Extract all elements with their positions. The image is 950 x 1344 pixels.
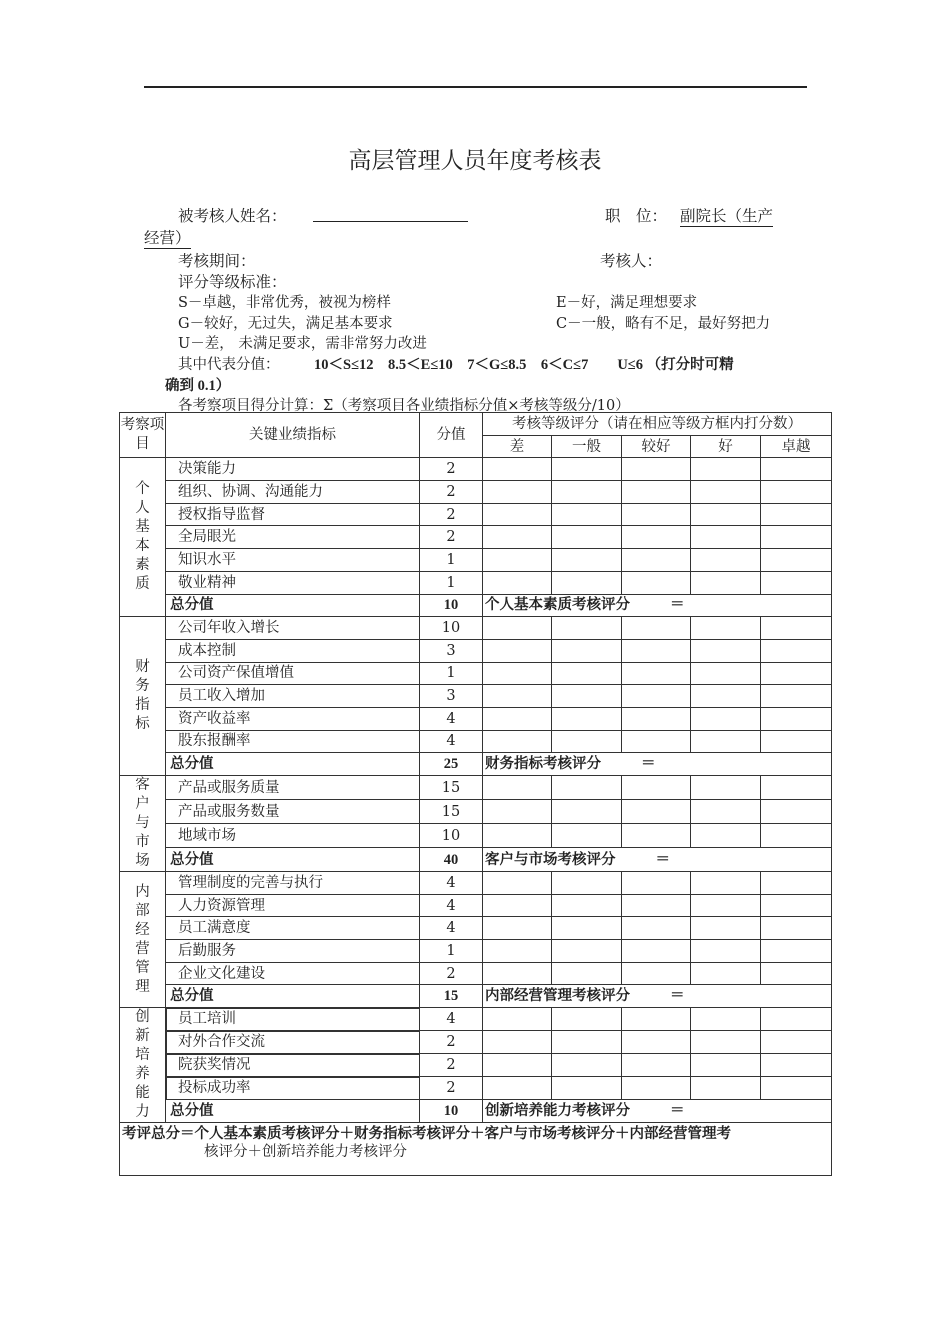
kpi-cell: 成本控制 bbox=[166, 639, 420, 662]
rating-input-cell[interactable] bbox=[483, 662, 552, 685]
rating-input-cell[interactable] bbox=[691, 730, 761, 753]
rating-input-cell[interactable] bbox=[552, 894, 622, 917]
grade-c: C－一般，略有不足，最好努把力 bbox=[556, 316, 771, 332]
kpi-cell: 地域市场 bbox=[166, 824, 420, 848]
rating-input-cell[interactable] bbox=[483, 730, 552, 753]
rating-input-cell[interactable] bbox=[691, 824, 761, 848]
level-very-good: 好 bbox=[691, 435, 761, 458]
rating-input-cell[interactable] bbox=[622, 730, 691, 753]
final-total[interactable] bbox=[120, 1123, 832, 1176]
grade-u: U－差， 未满足要求，需非常努力改进 bbox=[178, 336, 427, 352]
table-row bbox=[120, 894, 832, 917]
rating-input-cell[interactable] bbox=[622, 1077, 691, 1100]
rating-input-cell[interactable] bbox=[552, 707, 622, 730]
total-value: 10 bbox=[420, 1100, 483, 1123]
rating-input-cell[interactable] bbox=[552, 503, 622, 526]
grade-g: G－较好，无过失，满足基本要求 bbox=[178, 316, 393, 332]
section-result-label: 内部经营管理考核评分 bbox=[485, 988, 630, 1005]
equals-sign: ＝ bbox=[655, 851, 670, 868]
rating-input-cell[interactable] bbox=[622, 872, 691, 895]
rating-input-cell[interactable] bbox=[483, 894, 552, 917]
rating-input-cell[interactable] bbox=[691, 639, 761, 662]
score-values-ranges-cont: 确到 0.1） bbox=[165, 378, 231, 394]
rating-input-cell[interactable] bbox=[552, 872, 622, 895]
total-value: 15 bbox=[420, 985, 483, 1008]
rating-input-cell[interactable] bbox=[622, 503, 691, 526]
rating-input-cell[interactable] bbox=[483, 1054, 552, 1077]
rating-input-cell[interactable] bbox=[483, 639, 552, 662]
rating-input-cell[interactable] bbox=[691, 872, 761, 895]
equals-sign: ＝ bbox=[670, 1103, 685, 1120]
section-name bbox=[120, 776, 166, 872]
rating-input-cell[interactable] bbox=[691, 1077, 761, 1100]
rating-input-cell[interactable] bbox=[622, 526, 691, 549]
assessment-table bbox=[119, 412, 832, 1176]
score-cell: 4 bbox=[420, 707, 483, 730]
level-good: 较好 bbox=[622, 435, 691, 458]
rating-input-cell[interactable] bbox=[622, 571, 691, 594]
rating-input-cell[interactable] bbox=[622, 1054, 691, 1077]
rating-input-cell[interactable] bbox=[761, 571, 832, 594]
table-row bbox=[120, 662, 832, 685]
table-row bbox=[120, 685, 832, 708]
rating-input-cell[interactable] bbox=[691, 481, 761, 504]
table-row bbox=[120, 776, 832, 800]
rating-input-cell[interactable] bbox=[552, 730, 622, 753]
rating-input-cell[interactable] bbox=[761, 503, 832, 526]
table-row bbox=[120, 1077, 832, 1100]
rating-input-cell[interactable] bbox=[483, 707, 552, 730]
rating-input-cell[interactable] bbox=[622, 940, 691, 963]
section-result-label: 个人基本素质考核评分 bbox=[485, 597, 630, 614]
rating-input-cell[interactable] bbox=[552, 940, 622, 963]
rating-input-cell[interactable] bbox=[761, 526, 832, 549]
total-row bbox=[120, 1100, 832, 1123]
kpi-cell: 员工收入增加 bbox=[166, 685, 420, 708]
rating-input-cell[interactable] bbox=[552, 824, 622, 848]
rating-input-cell[interactable] bbox=[691, 685, 761, 708]
rating-input-cell[interactable] bbox=[691, 962, 761, 985]
rating-input-cell[interactable] bbox=[691, 776, 761, 800]
rating-input-cell[interactable] bbox=[552, 1031, 622, 1054]
rating-input-cell[interactable] bbox=[622, 894, 691, 917]
kpi-cell: 资产收益率 bbox=[166, 707, 420, 730]
rating-input-cell[interactable] bbox=[552, 571, 622, 594]
score-cell: 3 bbox=[420, 685, 483, 708]
total-label: 总分值 bbox=[166, 753, 420, 776]
score-values-ranges: 10＜S≤12 8.5＜E≤10 7＜G≤8.5 6＜C≤7 U≤6 （打分时可精 bbox=[314, 357, 734, 373]
rating-input-cell[interactable] bbox=[761, 872, 832, 895]
rating-input-cell[interactable] bbox=[691, 1008, 761, 1031]
rating-input-cell[interactable] bbox=[622, 776, 691, 800]
score-cell: 4 bbox=[420, 917, 483, 940]
kpi-cell: 产品或服务质量 bbox=[166, 776, 420, 800]
section-name-text: 个人基本素质 bbox=[135, 481, 150, 593]
rating-input-cell[interactable] bbox=[622, 549, 691, 572]
rating-input-cell[interactable] bbox=[622, 962, 691, 985]
rating-input-cell[interactable] bbox=[761, 730, 832, 753]
equals-sign: ＝ bbox=[670, 597, 685, 614]
total-label: 总分值 bbox=[166, 848, 420, 872]
kpi-cell: 全局眼光 bbox=[166, 526, 420, 549]
section-result[interactable] bbox=[483, 753, 832, 776]
rating-input-cell[interactable] bbox=[552, 776, 622, 800]
rating-input-cell[interactable] bbox=[552, 617, 622, 640]
final-total-line1: 考评总分＝个人基本素质考核评分＋财务指标考核评分＋客户与市场考核评分＋内部经营管理考 bbox=[122, 1126, 731, 1143]
rating-input-cell[interactable] bbox=[552, 800, 622, 824]
rating-input-cell[interactable] bbox=[483, 685, 552, 708]
rating-input-cell[interactable] bbox=[761, 617, 832, 640]
rating-input-cell[interactable] bbox=[691, 917, 761, 940]
rating-input-cell[interactable] bbox=[622, 458, 691, 481]
score-cell: 10 bbox=[420, 617, 483, 640]
rating-input-cell[interactable] bbox=[552, 639, 622, 662]
score-cell: 4 bbox=[420, 872, 483, 895]
rating-input-cell[interactable] bbox=[761, 458, 832, 481]
kpi-cell: 组织、协调、沟通能力 bbox=[166, 481, 420, 504]
kpi-cell: 知识水平 bbox=[166, 549, 420, 572]
rating-input-cell[interactable] bbox=[483, 503, 552, 526]
score-cell: 1 bbox=[420, 662, 483, 685]
score-cell: 2 bbox=[420, 1054, 483, 1077]
rating-input-cell[interactable] bbox=[761, 917, 832, 940]
name-label: 被考核人姓名： bbox=[178, 207, 287, 225]
kpi-cell: 股东报酬率 bbox=[166, 730, 420, 753]
section-name-text: 内部经营管理 bbox=[135, 883, 150, 995]
score-cell: 4 bbox=[420, 1008, 483, 1031]
table-row bbox=[120, 917, 832, 940]
score-cell: 4 bbox=[420, 730, 483, 753]
rating-input-cell[interactable] bbox=[622, 685, 691, 708]
rating-input-cell[interactable] bbox=[552, 458, 622, 481]
rating-input-cell[interactable] bbox=[691, 549, 761, 572]
kpi-cell: 后勤服务 bbox=[166, 940, 420, 963]
rating-input-cell[interactable] bbox=[622, 617, 691, 640]
rating-input-cell[interactable] bbox=[691, 1054, 761, 1077]
formula: 各考察项目得分计算：Σ（考察项目各业绩指标分值×考核等级分/10） bbox=[178, 398, 630, 414]
rating-input-cell[interactable] bbox=[691, 662, 761, 685]
rating-input-cell[interactable] bbox=[761, 481, 832, 504]
header-rating: 考核等级评分（请在相应等级方框内打分数） bbox=[483, 413, 832, 436]
rating-input-cell[interactable] bbox=[552, 481, 622, 504]
score-values-label: 其中代表分值： bbox=[178, 357, 280, 373]
total-label: 总分值 bbox=[166, 985, 420, 1008]
rating-input-cell[interactable] bbox=[761, 662, 832, 685]
header-score: 分值 bbox=[420, 413, 483, 458]
rating-input-cell[interactable] bbox=[552, 962, 622, 985]
rating-input-cell[interactable] bbox=[552, 1054, 622, 1077]
score-cell: 2 bbox=[420, 481, 483, 504]
equals-sign: ＝ bbox=[641, 756, 656, 773]
rating-input-cell[interactable] bbox=[761, 1054, 832, 1077]
score-cell: 3 bbox=[420, 639, 483, 662]
final-total-row bbox=[120, 1123, 832, 1176]
total-row bbox=[120, 753, 832, 776]
rating-input-cell[interactable] bbox=[691, 617, 761, 640]
kpi-cell: 管理制度的完善与执行 bbox=[166, 872, 420, 895]
level-fair: 一般 bbox=[552, 435, 622, 458]
rating-input-cell[interactable] bbox=[622, 707, 691, 730]
rating-input-cell[interactable] bbox=[691, 800, 761, 824]
rating-input-cell[interactable] bbox=[483, 940, 552, 963]
rating-input-cell[interactable] bbox=[483, 962, 552, 985]
rating-input-cell[interactable] bbox=[691, 707, 761, 730]
rating-input-cell[interactable] bbox=[761, 894, 832, 917]
rating-input-cell[interactable] bbox=[691, 458, 761, 481]
section-result[interactable] bbox=[483, 1100, 832, 1123]
kpi-cell: 人力资源管理 bbox=[166, 894, 420, 917]
page-title: 高层管理人员年度考核表 bbox=[348, 148, 602, 174]
top-rule bbox=[144, 86, 807, 88]
total-label: 总分值 bbox=[166, 1100, 420, 1123]
kpi-cell: 产品或服务数量 bbox=[166, 800, 420, 824]
rating-input-cell[interactable] bbox=[691, 503, 761, 526]
table-row bbox=[120, 707, 832, 730]
rating-input-cell[interactable] bbox=[483, 776, 552, 800]
rating-input-cell[interactable] bbox=[761, 639, 832, 662]
rating-input-cell[interactable] bbox=[552, 662, 622, 685]
standard-label: 评分等级标准： bbox=[178, 273, 287, 291]
rating-input-cell[interactable] bbox=[691, 894, 761, 917]
kpi-cell: 决策能力 bbox=[166, 458, 420, 481]
section-name-text: 财务指标 bbox=[135, 659, 150, 733]
rating-input-cell[interactable] bbox=[483, 824, 552, 848]
rating-input-cell[interactable] bbox=[622, 1008, 691, 1031]
kpi-cell: 企业文化建设 bbox=[166, 962, 420, 985]
score-cell: 4 bbox=[420, 894, 483, 917]
score-cell: 1 bbox=[420, 549, 483, 572]
section-result-label: 财务指标考核评分 bbox=[485, 756, 601, 773]
rating-input-cell[interactable] bbox=[622, 639, 691, 662]
rating-input-cell[interactable] bbox=[483, 800, 552, 824]
total-row bbox=[120, 848, 832, 872]
total-value: 10 bbox=[420, 594, 483, 617]
score-cell: 2 bbox=[420, 1031, 483, 1054]
section-name bbox=[120, 617, 166, 776]
equals-sign: ＝ bbox=[670, 988, 685, 1005]
rating-input-cell[interactable] bbox=[622, 800, 691, 824]
kpi-cell: 授权指导监督 bbox=[166, 503, 420, 526]
header-row bbox=[120, 413, 832, 436]
section-name-text: 客户与市场 bbox=[135, 777, 150, 869]
table-row bbox=[120, 526, 832, 549]
table-row bbox=[120, 940, 832, 963]
kpi-cell: 对外合作交流 bbox=[166, 1031, 420, 1054]
rating-input-cell[interactable] bbox=[622, 481, 691, 504]
rating-input-cell[interactable] bbox=[691, 526, 761, 549]
kpi-cell: 公司资产保值增值 bbox=[166, 662, 420, 685]
table-row bbox=[120, 800, 832, 824]
kpi-cell: 院获奖情况 bbox=[166, 1054, 420, 1077]
rating-input-cell[interactable] bbox=[483, 549, 552, 572]
score-cell: 2 bbox=[420, 458, 483, 481]
rating-input-cell[interactable] bbox=[552, 526, 622, 549]
score-cell: 10 bbox=[420, 824, 483, 848]
table-row bbox=[120, 824, 832, 848]
level-poor: 差 bbox=[483, 435, 552, 458]
rating-input-cell[interactable] bbox=[761, 685, 832, 708]
section-result[interactable] bbox=[483, 848, 832, 872]
table-row bbox=[120, 481, 832, 504]
final-total-line2: 核评分＋创新培养能力考核评分 bbox=[204, 1144, 407, 1161]
position-value: 副院长（生产 bbox=[680, 204, 773, 227]
score-cell: 2 bbox=[420, 503, 483, 526]
table-row bbox=[120, 1008, 832, 1031]
kpi-cell: 员工满意度 bbox=[166, 917, 420, 940]
section-result-label: 客户与市场考核评分 bbox=[485, 851, 616, 868]
rating-input-cell[interactable] bbox=[552, 1077, 622, 1100]
rating-input-cell[interactable] bbox=[761, 549, 832, 572]
total-row bbox=[120, 985, 832, 1008]
table-row bbox=[120, 617, 832, 640]
rating-input-cell[interactable] bbox=[483, 458, 552, 481]
rating-input-cell[interactable] bbox=[691, 940, 761, 963]
rating-input-cell[interactable] bbox=[761, 707, 832, 730]
rating-input-cell[interactable] bbox=[622, 824, 691, 848]
score-cell: 15 bbox=[420, 776, 483, 800]
level-excellent: 卓越 bbox=[761, 435, 832, 458]
header-kpi: 关键业绩指标 bbox=[166, 413, 420, 458]
name-field-line[interactable] bbox=[313, 221, 468, 222]
section-name-text: 创新培养能力 bbox=[135, 1009, 150, 1121]
rating-input-cell[interactable] bbox=[483, 617, 552, 640]
table-row bbox=[120, 549, 832, 572]
rating-input-cell[interactable] bbox=[483, 1077, 552, 1100]
rating-input-cell[interactable] bbox=[691, 571, 761, 594]
rating-input-cell[interactable] bbox=[552, 917, 622, 940]
rating-input-cell[interactable] bbox=[761, 1031, 832, 1054]
total-value: 25 bbox=[420, 753, 483, 776]
rating-input-cell[interactable] bbox=[483, 526, 552, 549]
section-name bbox=[120, 458, 166, 617]
table-row bbox=[120, 639, 832, 662]
total-value: 40 bbox=[420, 848, 483, 872]
grade-s: S－卓越，非常优秀，被视为榜样 bbox=[178, 295, 391, 311]
score-cell: 15 bbox=[420, 800, 483, 824]
rating-input-cell[interactable] bbox=[761, 776, 832, 800]
kpi-cell: 公司年收入增长 bbox=[166, 617, 420, 640]
score-cell: 2 bbox=[420, 1077, 483, 1100]
section-result[interactable] bbox=[483, 985, 832, 1008]
rating-input-cell[interactable] bbox=[483, 872, 552, 895]
table-row bbox=[120, 730, 832, 753]
rating-input-cell[interactable] bbox=[622, 662, 691, 685]
rating-input-cell[interactable] bbox=[483, 481, 552, 504]
rating-input-cell[interactable] bbox=[761, 1077, 832, 1100]
table-row bbox=[120, 872, 832, 895]
score-cell: 1 bbox=[420, 571, 483, 594]
kpi-cell: 敬业精神 bbox=[166, 571, 420, 594]
position-label: 职 位： bbox=[605, 207, 668, 225]
header-item: 考察项目 bbox=[120, 413, 166, 458]
total-label: 总分值 bbox=[166, 594, 420, 617]
kpi-cell: 员工培训 bbox=[166, 1008, 420, 1031]
rating-input-cell[interactable] bbox=[761, 962, 832, 985]
assessor-label: 考核人： bbox=[600, 252, 663, 270]
table-row bbox=[120, 1031, 832, 1054]
table-row bbox=[120, 503, 832, 526]
score-cell: 1 bbox=[420, 940, 483, 963]
rating-input-cell[interactable] bbox=[761, 940, 832, 963]
rating-input-cell[interactable] bbox=[483, 917, 552, 940]
rating-input-cell[interactable] bbox=[691, 1031, 761, 1054]
table-row bbox=[120, 962, 832, 985]
section-result[interactable] bbox=[483, 594, 832, 617]
rating-input-cell[interactable] bbox=[483, 1031, 552, 1054]
table-row bbox=[120, 1054, 832, 1077]
rating-input-cell[interactable] bbox=[552, 549, 622, 572]
position-value-cont: 经营） bbox=[144, 226, 191, 249]
section-name bbox=[120, 872, 166, 1008]
rating-input-cell[interactable] bbox=[622, 1031, 691, 1054]
rating-input-cell[interactable] bbox=[761, 824, 832, 848]
rating-input-cell[interactable] bbox=[483, 571, 552, 594]
rating-input-cell[interactable] bbox=[552, 685, 622, 708]
grade-e: E－好，满足理想要求 bbox=[556, 295, 698, 311]
section-result-label: 创新培养能力考核评分 bbox=[485, 1103, 630, 1120]
rating-input-cell[interactable] bbox=[483, 1008, 552, 1031]
score-cell: 2 bbox=[420, 962, 483, 985]
total-row bbox=[120, 594, 832, 617]
rating-input-cell[interactable] bbox=[761, 1008, 832, 1031]
kpi-cell: 投标成功率 bbox=[166, 1077, 420, 1100]
rating-input-cell[interactable] bbox=[761, 800, 832, 824]
rating-input-cell[interactable] bbox=[552, 1008, 622, 1031]
period-label: 考核期间： bbox=[178, 252, 256, 270]
table-row bbox=[120, 458, 832, 481]
table-row bbox=[120, 571, 832, 594]
section-name bbox=[120, 1008, 166, 1123]
score-cell: 2 bbox=[420, 526, 483, 549]
rating-input-cell[interactable] bbox=[622, 917, 691, 940]
